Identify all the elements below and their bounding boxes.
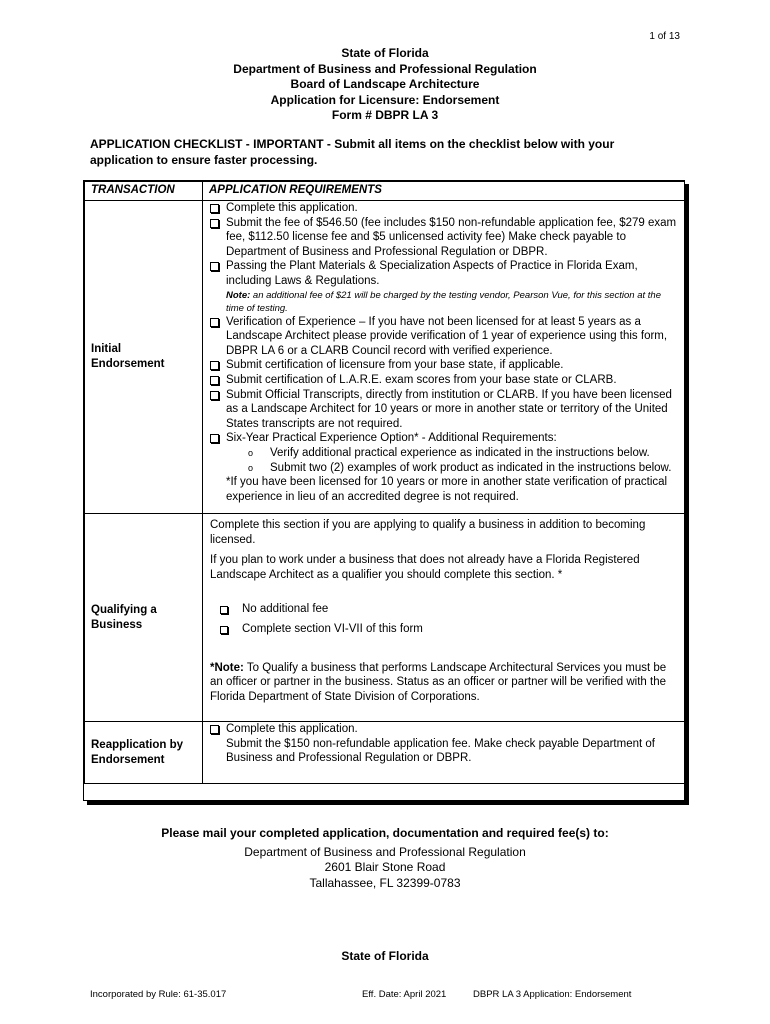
checkbox-icon (210, 725, 219, 734)
table-header-row (85, 182, 685, 201)
transaction-initial-endorsement: Initial Endorsement (85, 201, 203, 514)
checkbox-icon (210, 219, 219, 228)
requirements-qualifying-business (203, 514, 685, 722)
mailing-instructions (0, 826, 770, 891)
mail-address-line1: Department of Business and Professional Regulation (244, 844, 526, 859)
mail-heading: Please mail your completed application, documentation and required fee(s) to: (161, 826, 609, 840)
transaction-qualifying-business: Qualifying a Business (85, 514, 203, 722)
header-application: Application for Licensure: Endorsement (270, 92, 500, 107)
sub-list-item: o Verify additional practical experience as indicated in the instructions below. (248, 446, 650, 459)
header-department: Department of Business and Professional Regulation (233, 61, 537, 76)
header-form-number: Form # DBPR LA 3 (331, 108, 439, 122)
checklist-heading: APPLICATION CHECKLIST - IMPORTANT - Submit all items on the checklist below with your application to ensure faster processing. (90, 137, 615, 167)
bullet-circle-icon: o (248, 447, 254, 458)
list-item: No additional fee (220, 602, 678, 617)
checkbox-icon (210, 204, 219, 213)
footer-state: State of Florida (341, 949, 429, 963)
table-row-qualifying-business (85, 514, 685, 722)
column-header-requirements: APPLICATION REQUIREMENTS (203, 182, 685, 201)
checkbox-icon (210, 361, 219, 370)
checkbox-icon (210, 434, 219, 443)
list-item: Complete this application. (210, 722, 678, 737)
checkbox-icon (210, 262, 219, 271)
list-item: Submit certification of licensure from your base state, if applicable. (210, 358, 678, 373)
qualifying-intro: Complete this section if you are applying to qualify a business in addition to becoming licensed. (210, 519, 646, 546)
list-item: Verification of Experience – If you have not been licensed for at least 5 years as a Landscape Architect please provide verification of 1 year of experience using this form, DBPR LA 6 or a CLARB Council record with verified experience. (210, 315, 678, 359)
licensed-footnote: *If you have been licensed for 10 years or more in another state verification of practical experience in lieu of an accredited degree is not required. (226, 476, 668, 503)
table-row-initial-endorsement (85, 201, 685, 514)
list-item: Six-Year Practical Experience Option* - Additional Requirements: o Verify additional practical experience as indicated in the instructions below. o Submit two (2) examples of work product as indicated in the instructions below. *If you have been licensed for 10 years or more in another state verification of practical experience in lieu of an accredited degree is not required. (210, 431, 678, 504)
header-board: Board of Landscape Architecture (290, 77, 480, 91)
bullet-circle-icon: o (248, 462, 254, 473)
checkbox-icon (210, 318, 219, 327)
requirements-reapplication (203, 722, 685, 784)
table-row-reapplication (85, 722, 685, 784)
footer-rule: Incorporated by Rule: 61-35.017 (90, 989, 227, 1000)
qualifying-instructions: If you plan to work under a business that does not already have a Florida Registered Landscape Architect as a qualifier you should complete this section. * (210, 554, 640, 581)
list-item-continued: Submit the $150 non-refundable application fee. Make check payable Department of Business and Professional Regulation or DBPR. (226, 737, 655, 765)
checkbox-icon (210, 376, 219, 385)
transaction-reapplication: Reapplication by Endorsement (85, 722, 203, 784)
footer-form-name: DBPR LA 3 Application: Endorsement (473, 989, 632, 1000)
form-header (0, 46, 770, 124)
requirements-initial-endorsement (203, 201, 685, 514)
checkbox-icon (220, 626, 228, 634)
page-number: 1 of 13 (649, 31, 680, 42)
testing-fee-note: Note: an additional fee of $21 will be charged by the testing vendor, Pearson Vue, for this section at the time of testing. (226, 289, 661, 314)
list-item: Submit certification of L.A.R.E. exam scores from your base state or CLARB. (210, 373, 678, 388)
list-item: Complete section VI-VII of this form (220, 622, 678, 637)
list-item: Passing the Plant Materials & Specialization Aspects of Practice in Florida Exam, including Laws & Regulations. Note: an additional fee of $21 will be charged by the testing vendor, Pearson Vue, for this section at the time of testing. (210, 259, 678, 314)
mail-address-line2: 2601 Blair Stone Road (324, 860, 446, 874)
sub-list-item: o Submit two (2) examples of work product as indicated in the instructions below. (248, 461, 672, 474)
requirements-table (83, 180, 685, 801)
header-state: State of Florida (341, 46, 429, 60)
column-header-transaction: TRANSACTION (85, 182, 203, 201)
checkbox-icon (210, 391, 219, 400)
footer-effective-date: Eff. Date: April 2021 (362, 989, 447, 1000)
list-item: Submit Official Transcripts, directly from institution or CLARB. If you have been licensed as a Landscape Architect for 10 years or more in another state or territory of the United States transcripts are not required. (210, 388, 678, 432)
qualifying-note: *Note: To Qualify a business that performs Landscape Architectural Services you must be an officer or partner in the business. Status as an officer or partner will be verified with the Florida Department of State Division of Corporations. (210, 661, 667, 703)
list-item: Submit the fee of $546.50 (fee includes $150 non-refundable application fee, $279 exam fee, $112.50 license fee and $5 unlicensed activity fee) Make check payable to Department of Business and Professional Regulation or DBPR. (210, 216, 678, 260)
checkbox-icon (220, 606, 228, 614)
mail-address-line3: Tallahassee, FL 32399-0783 (309, 875, 461, 890)
list-item: Complete this application. (210, 201, 678, 216)
